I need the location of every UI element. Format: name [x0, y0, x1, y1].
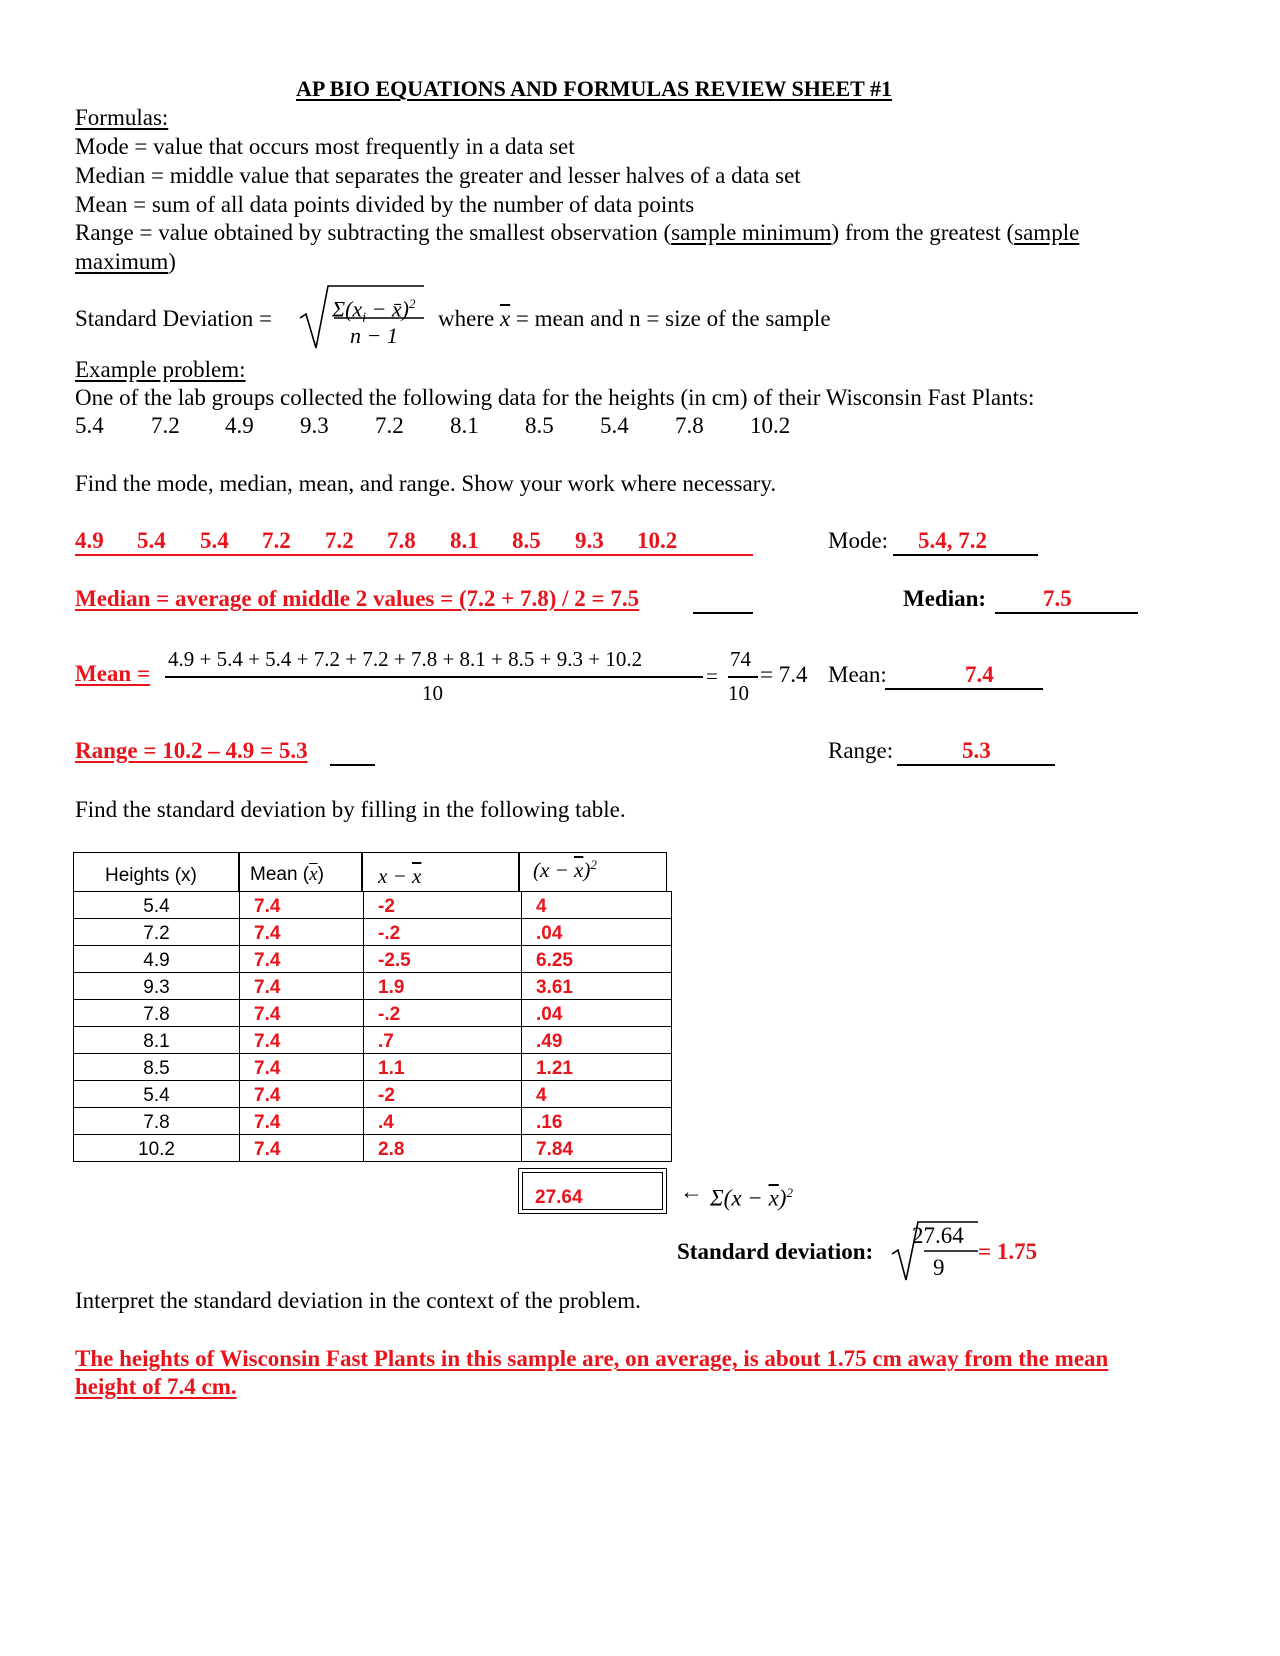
- mean-fraction-bar: [165, 676, 703, 678]
- table-cell-squared: 3.61: [522, 973, 672, 1000]
- table-header-divider-3: [518, 852, 520, 892]
- mean-numerator-2: 74: [730, 647, 751, 671]
- table-cell-height: 5.4: [74, 892, 240, 919]
- table-cell-height: 7.8: [74, 1000, 240, 1027]
- median-value: 7.5: [1043, 586, 1072, 611]
- page-title: AP BIO EQUATIONS AND FORMULAS REVIEW SHEET #1: [296, 76, 892, 101]
- mean-result: = 7.4: [760, 662, 808, 687]
- sum-value: 27.64: [535, 1187, 583, 1208]
- table-row: [74, 892, 672, 919]
- table-cell-deviation: .4: [364, 1108, 522, 1135]
- mode-value: 5.4, 7.2: [918, 528, 987, 553]
- sd-result-value: = 1.75: [978, 1239, 1038, 1264]
- header-deviation: $x - \overline{x}$: [378, 864, 422, 888]
- table-cell-height: 8.1: [74, 1027, 240, 1054]
- table-cell-height: 8.5: [74, 1054, 240, 1081]
- mean-numerator: 4.9 + 5.4 + 5.4 + 7.2 + 7.2 + 7.8 + 8.1 + 8.5 + 9.3 + 10.2: [168, 647, 643, 671]
- header-mean: Mean $(\overline{x})$: [250, 864, 324, 885]
- table-cell-mean: 7.4: [240, 1135, 364, 1162]
- table-cell-mean: 7.4: [240, 973, 364, 1000]
- table-cell-squared: .04: [522, 919, 672, 946]
- mean-value: 7.4: [965, 662, 994, 687]
- table-row: [74, 973, 672, 1000]
- mean-label: Mean:: [828, 662, 887, 687]
- table-cell-height: 7.2: [74, 919, 240, 946]
- example-heading: Example problem:: [75, 357, 246, 382]
- table-cell-squared: .16: [522, 1108, 672, 1135]
- table-row: [74, 946, 672, 973]
- mode-label: Mode:: [828, 528, 889, 553]
- table-cell-deviation: 2.8: [364, 1135, 522, 1162]
- median-work-blank: [693, 612, 753, 614]
- table-cell-mean: 7.4: [240, 1054, 364, 1081]
- mean-denominator-2: 10: [728, 681, 749, 705]
- table-row: [74, 1135, 672, 1162]
- table-row: [74, 1027, 672, 1054]
- table-cell-mean: 7.4: [240, 919, 364, 946]
- range-definition: Range = value obtained by subtracting the smallest observation (sample minimum) from the greatest (sample: [75, 220, 1080, 245]
- table-cell-mean: 7.4: [240, 1081, 364, 1108]
- table-cell-squared: .49: [522, 1027, 672, 1054]
- table-cell-height: 10.2: [74, 1135, 240, 1162]
- table-cell-deviation: .7: [364, 1027, 522, 1054]
- table-cell-squared: 6.25: [522, 946, 672, 973]
- table-cell-height: 9.3: [74, 973, 240, 1000]
- header-heights: Heights (x): [105, 865, 197, 886]
- sum-arrow-icon: ←: [680, 1179, 703, 1204]
- range-label: Range:: [828, 738, 894, 763]
- interpret-answer-line1: The heights of Wisconsin Fast Plants in this sample are, on average, is about 1.75 cm away from the mean: [75, 1346, 1109, 1371]
- sorted-data-underline: [75, 554, 753, 556]
- sd-table: [73, 891, 672, 1162]
- median-label: Median:: [903, 586, 987, 611]
- median-work: Median = average of middle 2 values = (7.2 + 7.8) / 2 = 7.5: [75, 586, 640, 611]
- table-cell-deviation: 1.1: [364, 1054, 522, 1081]
- range-value: 5.3: [962, 738, 991, 763]
- sum-label: $\Sigma(x - \overline{x})^2$: [710, 1185, 793, 1211]
- table-cell-height: 7.8: [74, 1108, 240, 1135]
- sd-formula-label: Standard Deviation =: [75, 306, 272, 331]
- sd-result-label: Standard deviation:: [677, 1239, 874, 1264]
- sd-result-denominator: 9: [933, 1255, 945, 1280]
- example-intro: One of the lab groups collected the following data for the heights (in cm) of their Wisconsin Fast Plants:: [75, 385, 1035, 410]
- table-cell-mean: 7.4: [240, 892, 364, 919]
- table-cell-deviation: 1.9: [364, 973, 522, 1000]
- table-row: [74, 919, 672, 946]
- range-work-blank: [330, 764, 375, 766]
- table-cell-mean: 7.4: [240, 946, 364, 973]
- sd-formula-where: where $\overline{x}$ = mean and n = size of the sample: [438, 306, 831, 331]
- table-row: [74, 1081, 672, 1108]
- sd-result-numerator: 27.64: [912, 1223, 964, 1248]
- table-row: [74, 1000, 672, 1027]
- table-cell-deviation: -2: [364, 1081, 522, 1108]
- table-cell-deviation: -2: [364, 892, 522, 919]
- table-cell-squared: 7.84: [522, 1135, 672, 1162]
- interpret-prompt: Interpret the standard deviation in the context of the problem.: [75, 1288, 641, 1313]
- table-cell-deviation: -.2: [364, 1000, 522, 1027]
- table-header-divider-1: [238, 852, 240, 892]
- mean-fraction-bar-2: [728, 676, 758, 678]
- range-definition-cont: maximum): [75, 249, 176, 274]
- table-cell-squared: 4: [522, 1081, 672, 1108]
- sd-formula-denominator: n − 1: [350, 323, 398, 348]
- table-row: [74, 1108, 672, 1135]
- mean-prefix: Mean =: [75, 661, 151, 686]
- mode-definition: Mode = value that occurs most frequently in a data set: [75, 134, 575, 159]
- mean-definition: Mean = sum of all data points divided by the number of data points: [75, 192, 695, 217]
- table-cell-squared: 1.21: [522, 1054, 672, 1081]
- table-row: [74, 1054, 672, 1081]
- sd-formula-numerator: $\Sigma(x_i$ − x̄)$^2$: [332, 296, 416, 326]
- table-cell-deviation: -.2: [364, 919, 522, 946]
- table-cell-mean: 7.4: [240, 1027, 364, 1054]
- formulas-heading: Formulas:: [75, 105, 169, 130]
- table-cell-squared: .04: [522, 1000, 672, 1027]
- mean-blank: [885, 688, 1043, 690]
- sd-instruction: Find the standard deviation by filling in the following table.: [75, 797, 626, 822]
- mean-equals: =: [706, 664, 718, 688]
- table-cell-mean: 7.4: [240, 1000, 364, 1027]
- range-work: Range = 10.2 – 4.9 = 5.3: [75, 738, 308, 763]
- table-header-divider-2: [361, 852, 363, 892]
- table-cell-mean: 7.4: [240, 1108, 364, 1135]
- header-squared: $(x - \overline{x})^2$: [533, 857, 597, 882]
- interpret-answer-line2: height of 7.4 cm.: [75, 1374, 237, 1399]
- median-definition: Median = middle value that separates the greater and lesser halves of a data set: [75, 163, 801, 188]
- table-cell-squared: 4: [522, 892, 672, 919]
- mean-denominator: 10: [422, 681, 443, 705]
- table-cell-height: 4.9: [74, 946, 240, 973]
- table-cell-deviation: -2.5: [364, 946, 522, 973]
- find-instruction: Find the mode, median, mean, and range. Show your work where necessary.: [75, 471, 777, 496]
- table-cell-height: 5.4: [74, 1081, 240, 1108]
